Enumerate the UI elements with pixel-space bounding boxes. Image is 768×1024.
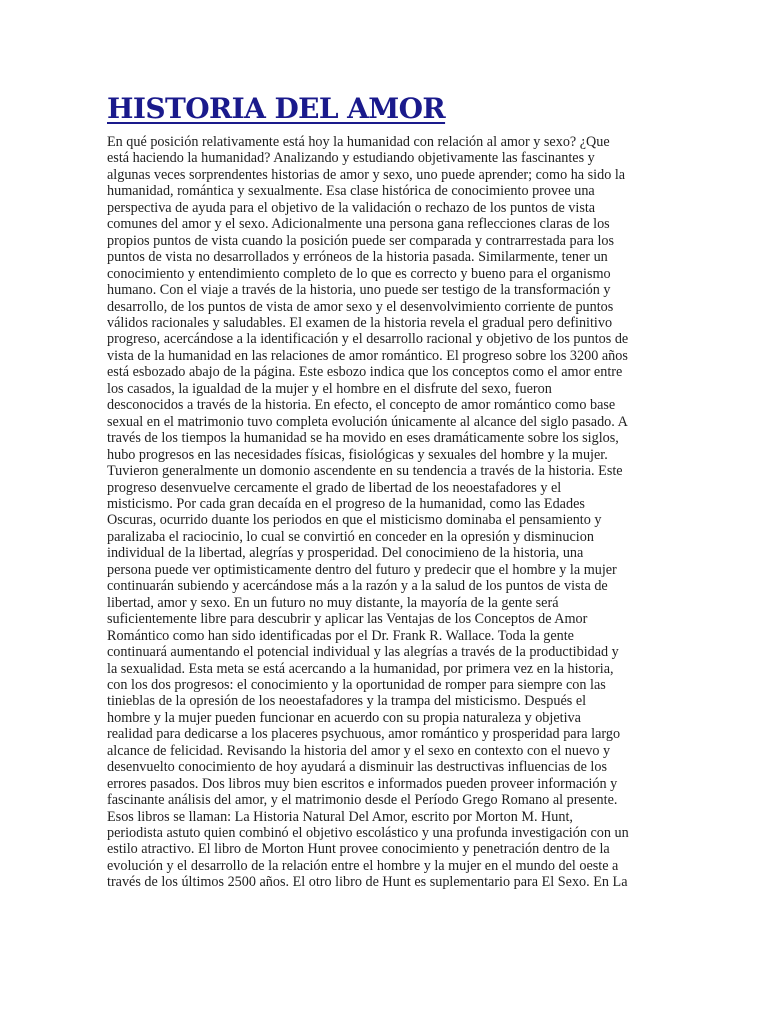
body-line: perspectiva de ayuda para el objetivo de la validación o rechazo de los puntos de vista xyxy=(107,199,596,216)
body-line: periodista astuto quien combinó el objetivo escolástico y una profunda investigación con un xyxy=(107,825,629,842)
body-line: individual de la libertad, alegrías y prosperidad. Del conocimieno de la historia, una xyxy=(107,545,584,562)
body-line: fascinante análisis del amor, y el matrimonio desde el Período Grego Romano al presente. xyxy=(107,792,618,809)
body-line: humanidad, romántica y sexualmente. Esa clase histórica de conocimiento provee una xyxy=(107,183,595,200)
body-line: errores pasados. Dos libros muy bien escritos e informados pueden proveer información y xyxy=(107,775,618,792)
body-line: Tuvieron generalmente un domonio ascendente en su tendencia a través de la historia. Este xyxy=(107,463,623,480)
body-line: comunes del amor y el sexo. Adicionalmente una persona gana reflecciones claras de los xyxy=(107,216,610,233)
body-line: la sexualidad. Esta meta se está acercando a la humanidad, por primera vez en la historia, xyxy=(107,660,614,677)
body-line: continuarán subiendo y acercándose más a la razón y a la salud de los puntos de vista de xyxy=(107,578,608,595)
body-line: desconocidos a través de la historia. En efecto, el concepto de amor romántico como base xyxy=(107,397,616,414)
body-line: suficientemente libre para descubrir y aplicar las Ventajas de los Conceptos de Amor xyxy=(107,611,588,628)
body-line: tinieblas de la opresión de los neoestafadores y la trampa del misticismo. Después el xyxy=(107,693,587,710)
body-line: con los dos progresos: el conocimiento y la oportunidad de romper para siempre con las xyxy=(107,676,606,693)
body-line: libertad, amor y sexo. En un futuro no muy distante, la mayoría de la gente será xyxy=(107,594,559,611)
body-line: vista de la humanidad en las relaciones de amor romántico. El progreso sobre los 3200 años xyxy=(107,347,628,364)
body-line: continuará aumentando el potencial individual y las alegrías a través de la productibidad y xyxy=(107,644,619,661)
body-line: hombre y la mujer pueden funcionar en acuerdo con su propia naturaleza y objetiva xyxy=(107,709,581,726)
body-line: través de los últimos 2500 años. El otro libro de Hunt es suplementario para El Sexo. En La xyxy=(107,874,628,891)
body-line: hubo progresos en las necesidades físicas, fisiológicas y sexuales del hombre y la mujer. xyxy=(107,446,608,463)
body-line: progreso desenvuelve cercamente el grado de libertad de los neoestafadores y el xyxy=(107,479,562,496)
body-line: desenvuelto conocimiento de hoy ayudará a disminuir las destructivas influencias de los xyxy=(107,759,607,776)
body-line: evolución y el desarrollo de la relación entre el hombre y la mujer en el mundo del oeste a xyxy=(107,857,619,874)
body-line: algunas veces sorprendentes historias de amor y sexo, uno puede aprender; como ha sido la xyxy=(107,166,626,183)
body-line: través de los tiempos la humanidad se ha movido en eses dramáticamente sobre los siglos, xyxy=(107,430,619,447)
body-line: realidad para dedicarse a los placeres psychuous, amor romántico y prosperidad para largo xyxy=(107,726,621,743)
body-line: propios puntos de vista cuando la posición puede ser comparada y contrarrestada para los xyxy=(107,232,615,249)
body-line: puntos de vista no desarrollados y erróneos de la historia pasada. Similarmente, tener un xyxy=(107,249,608,266)
body-line: válidos racionales y saludables. El examen de la historia revela el gradual pero definitivo xyxy=(107,314,613,331)
body-line: progreso, acercándose a la identificación y el desarrollo racional y objetivo de los puntos de xyxy=(107,331,629,348)
body-line: misticismo. Por cada gran decaída en el progreso de la humanidad, como las Edades xyxy=(107,495,585,512)
body-line: Esos libros se llaman: La Historia Natural Del Amor, escrito por Morton M. Hunt, xyxy=(107,808,573,825)
body-line: está haciendo la humanidad? Analizando y estudiando objetivamente las fascinantes y xyxy=(107,150,595,167)
body-line: En qué posición relativamente está hoy la humanidad con relación al amor y sexo? ¿Que xyxy=(107,134,610,150)
document-title: HISTORIA DEL AMOR xyxy=(107,92,446,125)
body-line: conocimiento y entendimiento completo de lo que es correcto y bueno para el organismo xyxy=(107,265,611,282)
body-line: persona puede ver optimisticamente dentro del futuro y predecir que el hombre y la mujer xyxy=(107,561,617,578)
body-line: está esbozado abajo de la página. Este esbozo indica que los conceptos como el amor entre xyxy=(107,364,623,381)
body-paragraph xyxy=(107,134,667,891)
body-line: desarrollo, de los puntos de vista de amor sexo y el desenvolvimiento corriente de puntos xyxy=(107,298,614,315)
body-line: alcance de felicidad. Revisando la historia del amor y el sexo en contexto con el nuevo y xyxy=(107,742,611,759)
body-line: estilo atractivo. El libro de Morton Hunt provee conocimiento y penetración dentro de la xyxy=(107,841,610,858)
body-line: humano. Con el viaje a través de la historia, uno puede ser testigo de la transformación y xyxy=(107,282,611,299)
body-line: sexual en el matrimonio tuvo completa evolución únicamente al alcance del siglo pasado. A xyxy=(107,413,628,430)
body-line: paralizaba el raciocinio, lo cual se convirtió en conceder en la opresión y disminucion xyxy=(107,528,594,545)
body-line: Oscuras, ocurrido duante los periodos en que el misticismo dominaba el pensamiento y xyxy=(107,512,602,529)
body-line: Romántico como han sido identificadas por el Dr. Frank R. Wallace. Toda la gente xyxy=(107,627,574,644)
body-line: los casados, la igualdad de la mujer y el hombre en el disfrute del sexo, fueron xyxy=(107,380,552,397)
